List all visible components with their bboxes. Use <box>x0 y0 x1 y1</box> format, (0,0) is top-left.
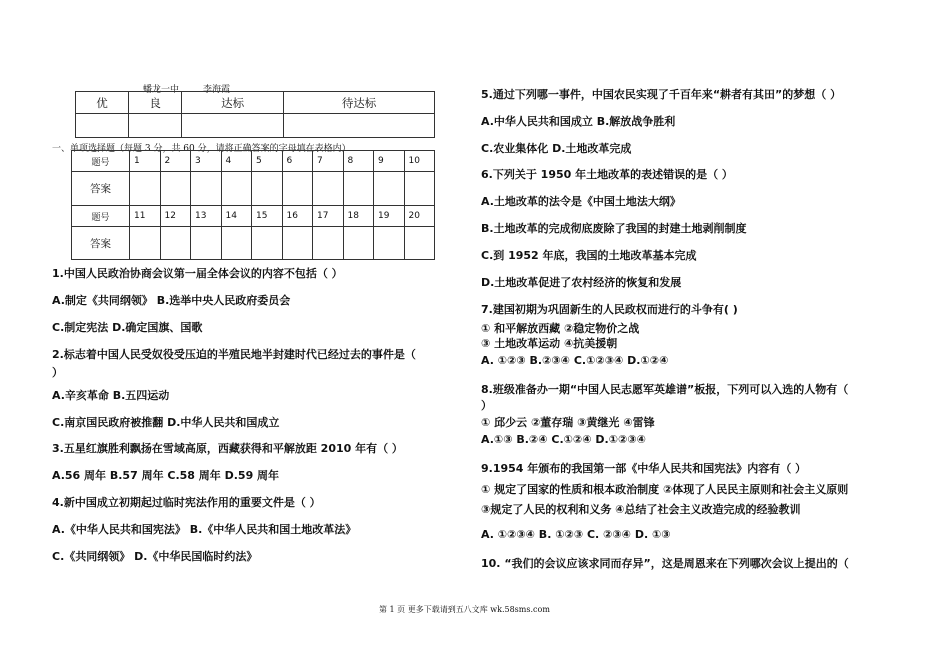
question-number: 8 <box>343 151 374 172</box>
answer-label: 答案 <box>72 227 130 260</box>
grade-cell[interactable] <box>76 114 129 138</box>
question-number: 17 <box>313 206 344 227</box>
option-line: ① 邱少云 ②董存瑞 ③黄继光 ④雷锋 <box>481 416 655 429</box>
question-3: 3.五星红旗胜利飘扬在雪域高原，西藏获得和平解放距 2010 年有（ ） <box>52 442 403 455</box>
question-8-cont: ） <box>481 399 492 412</box>
option-line: A.中华人民共和国成立 B.解放战争胜利 <box>481 115 676 128</box>
grade-cell[interactable] <box>182 114 284 138</box>
grade-table <box>75 91 435 138</box>
answer-cell[interactable] <box>191 227 222 260</box>
option-line: ① 和平解放西藏 ②稳定物价之战 <box>481 322 640 335</box>
option-line: A. ①②③④ B. ①②③ C. ②③④ D. ①③ <box>481 528 671 541</box>
question-number: 14 <box>221 206 252 227</box>
option-line: A.①③ B.②④ C.①②④ D.①②③④ <box>481 433 646 446</box>
grade-excellent: 优 <box>76 92 129 114</box>
page-footer: 第 1 页 更多下载请到五八文库 wk.58sms.com <box>379 605 550 614</box>
option-line: C.制定宪法 D.确定国旗、国歌 <box>52 321 203 334</box>
question-number-label: 题号 <box>72 151 130 172</box>
question-2: 2.标志着中国人民受奴役受压迫的半殖民地半封建时代已经过去的事件是（ <box>52 348 416 361</box>
option-line: C.南京国民政府被推翻 D.中华人民共和国成立 <box>52 416 280 429</box>
answer-cell[interactable] <box>160 227 191 260</box>
option-line: C.《共同纲领》 D.《中华民国临时约法》 <box>52 550 258 563</box>
option-line: A.辛亥革命 B.五四运动 <box>52 389 170 402</box>
option-line: A.土地改革的法令是《中国土地法大纲》 <box>481 195 681 208</box>
question-number: 3 <box>191 151 222 172</box>
answer-cell[interactable] <box>374 227 405 260</box>
option-line: A.制定《共同纲领》 B.选举中央人民政府委员会 <box>52 294 291 307</box>
question-number: 20 <box>404 206 435 227</box>
question-number: 18 <box>343 206 374 227</box>
option-line: B.土地改革的完成彻底废除了我国的封建土地剥削制度 <box>481 222 747 235</box>
answer-table <box>71 150 435 260</box>
answer-cell[interactable] <box>313 227 344 260</box>
grade-cell[interactable] <box>129 114 182 138</box>
answer-cell[interactable] <box>313 172 344 206</box>
answer-cell[interactable] <box>404 172 435 206</box>
answer-cell[interactable] <box>282 227 313 260</box>
question-number: 10 <box>404 151 435 172</box>
question-number: 4 <box>221 151 252 172</box>
grade-pending: 待达标 <box>284 92 435 114</box>
question-10: 10. “我们的会议应该求同而存异”，这是周恩来在下列哪次会议上提出的（ <box>481 557 849 570</box>
question-9: 9.1954 年颁布的我国第一部《中华人民共和国宪法》内容有（ ） <box>481 462 807 475</box>
question-number: 2 <box>160 151 191 172</box>
question-number: 1 <box>130 151 161 172</box>
question-number: 19 <box>374 206 405 227</box>
option-line: ③规定了人民的权利和义务 ④总结了社会主义改造完成的经验教训 <box>481 503 801 516</box>
question-number: 6 <box>282 151 313 172</box>
author-name: 李海霞 <box>203 85 231 95</box>
answer-cell[interactable] <box>191 172 222 206</box>
answer-cell[interactable] <box>221 172 252 206</box>
answer-cell[interactable] <box>282 172 313 206</box>
answer-cell[interactable] <box>343 172 374 206</box>
option-line: D.土地改革促进了农村经济的恢复和发展 <box>481 276 682 289</box>
option-line: C.农业集体化 D.土地改革完成 <box>481 142 632 155</box>
option-line: A.《中华人民共和国宪法》 B.《中华人民共和国土地改革法》 <box>52 523 357 536</box>
grade-pass: 达标 <box>182 92 284 114</box>
question-8: 8.班级准备办一期“中国人民志愿军英雄谱”板报，下列可以入选的人物有（ <box>481 383 849 396</box>
option-line: A.56 周年 B.57 周年 C.58 周年 D.59 周年 <box>52 469 280 482</box>
question-number: 16 <box>282 206 313 227</box>
question-6: 6.下列关于 1950 年土地改革的表述错误的是（ ） <box>481 168 733 181</box>
grade-cell[interactable] <box>284 114 435 138</box>
question-5: 5.通过下列哪一事件，中国农民实现了千百年来“耕者有其田”的梦想（ ） <box>481 88 842 101</box>
question-number: 12 <box>160 206 191 227</box>
grade-good: 良 <box>129 92 182 114</box>
answer-cell[interactable] <box>252 172 283 206</box>
answer-cell[interactable] <box>374 172 405 206</box>
question-number: 5 <box>252 151 283 172</box>
question-number: 15 <box>252 206 283 227</box>
answer-cell[interactable] <box>404 227 435 260</box>
answer-cell[interactable] <box>160 172 191 206</box>
answer-cell[interactable] <box>343 227 374 260</box>
question-2-cont: ） <box>52 366 63 379</box>
question-1: 1.中国人民政治协商会议第一届全体会议的内容不包括（ ） <box>52 267 343 280</box>
question-number: 13 <box>191 206 222 227</box>
option-line: C.到 1952 年底，我国的土地改革基本完成 <box>481 249 697 262</box>
answer-cell[interactable] <box>130 172 161 206</box>
answer-label: 答案 <box>72 172 130 206</box>
question-number: 7 <box>313 151 344 172</box>
answer-cell[interactable] <box>130 227 161 260</box>
question-4: 4.新中国成立初期起过临时宪法作用的重要文件是（ ） <box>52 496 321 509</box>
answer-cell[interactable] <box>221 227 252 260</box>
option-line: A. ①②③ B.②③④ C.①②③④ D.①②④ <box>481 354 669 367</box>
question-number: 9 <box>374 151 405 172</box>
school-name: 蟠龙一中 <box>143 85 180 95</box>
option-line: ① 规定了国家的性质和根本政治制度 ②体现了人民民主原则和社会主义原则 <box>481 483 849 496</box>
option-line: ③ 土地改革运动 ④抗美援朝 <box>481 337 618 350</box>
question-7: 7.建国初期为巩固新生的人民政权而进行的斗争有( ) <box>481 303 738 316</box>
question-number-label: 题号 <box>72 206 130 227</box>
question-number: 11 <box>130 206 161 227</box>
section-title: 一、单项选择题（每题 3 分，共 60 分，请将正确答案的字母填在表格内） <box>52 144 351 154</box>
answer-cell[interactable] <box>252 227 283 260</box>
